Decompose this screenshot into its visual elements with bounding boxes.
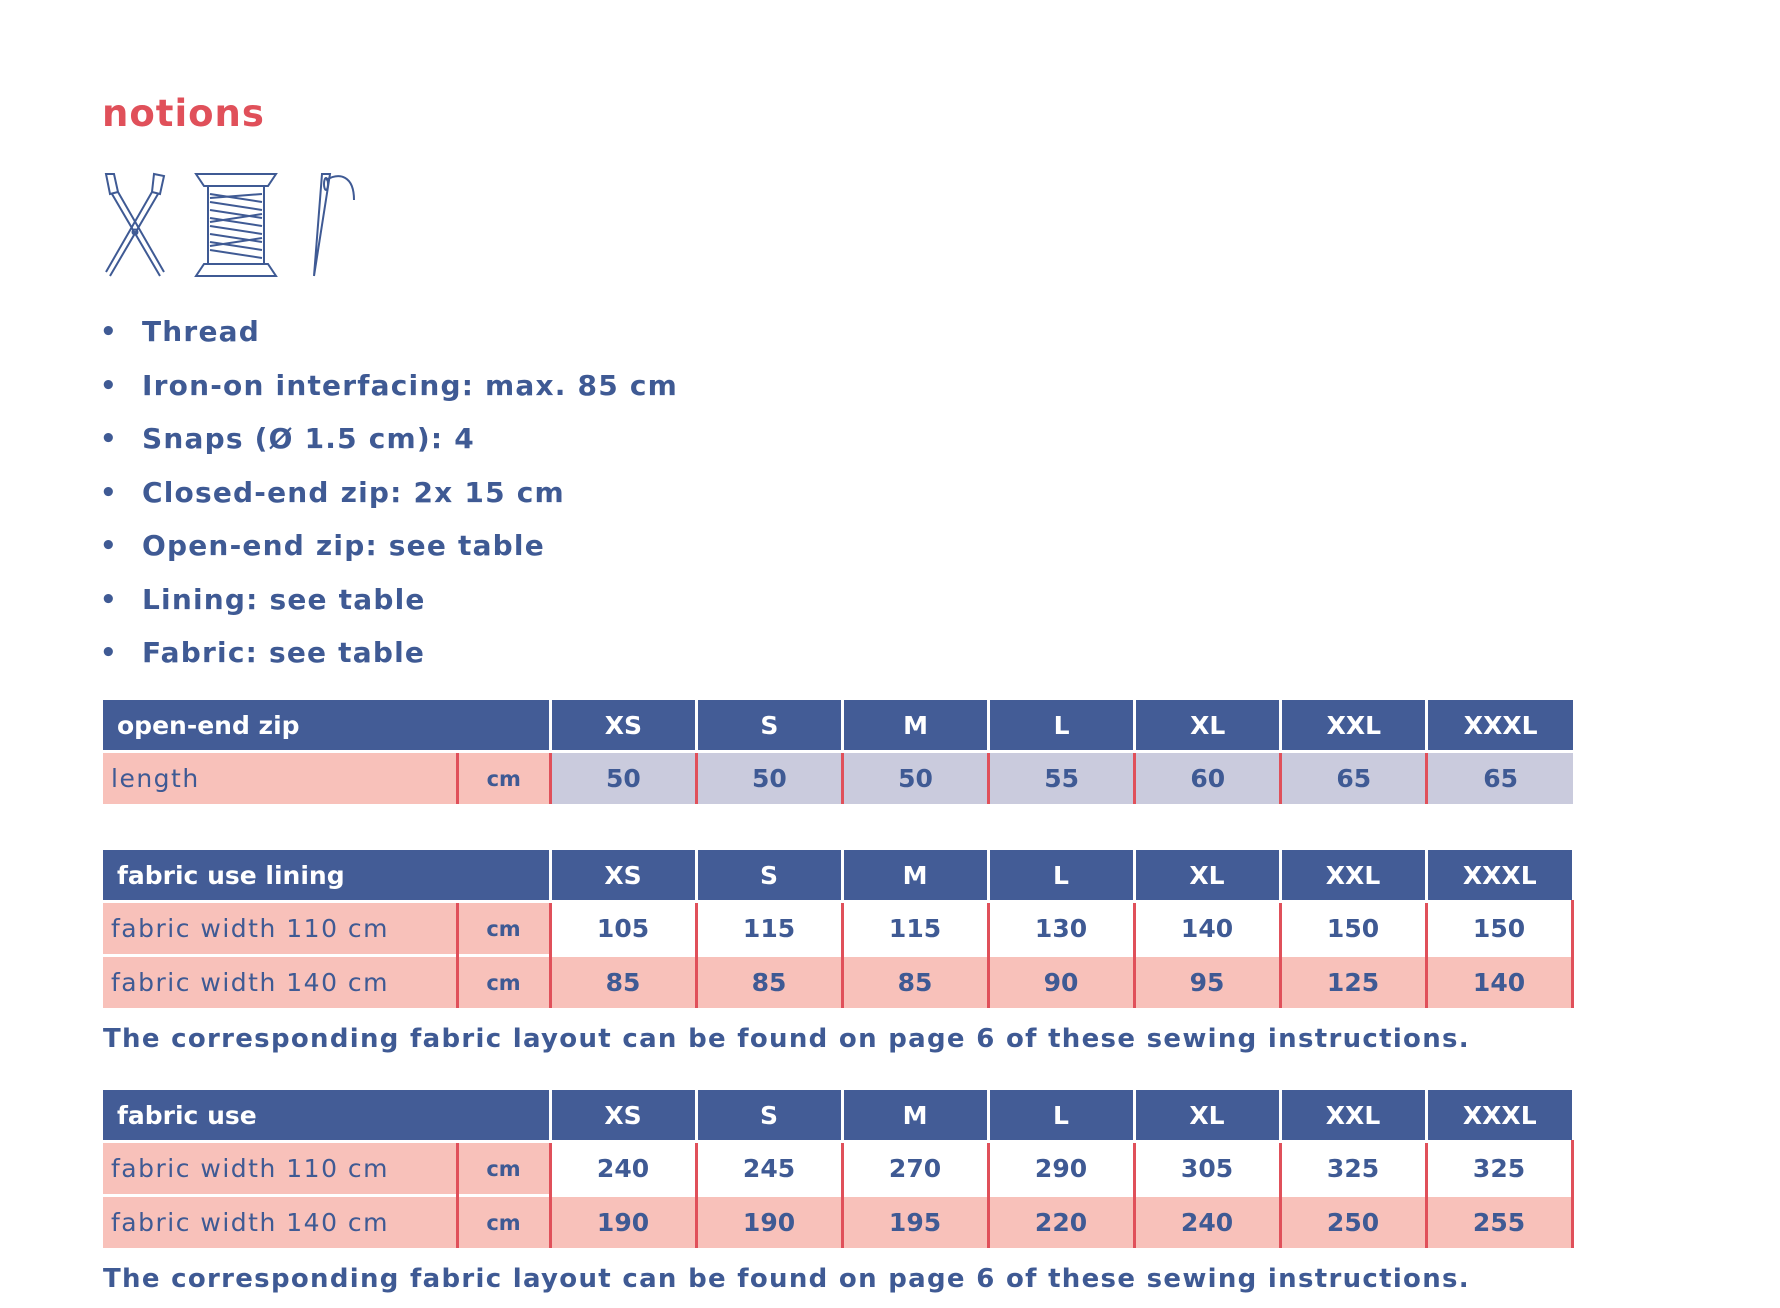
fabric-use-lining-table: [103, 850, 1574, 1008]
table-row: [103, 1196, 1572, 1249]
thread-spool-icon: [194, 172, 278, 278]
size-header: S: [696, 850, 842, 902]
row-unit: cm: [457, 956, 550, 1009]
size-header: L: [989, 700, 1135, 752]
table-cell: 290: [988, 1142, 1134, 1196]
table-cell: 220: [988, 1196, 1134, 1249]
size-header: XS: [550, 1090, 696, 1142]
table-cell: 60: [1135, 752, 1281, 805]
table-cell: 125: [1280, 956, 1426, 1009]
table-cell: 150: [1426, 902, 1572, 956]
notions-list: [100, 310, 678, 685]
table-cell: 240: [550, 1142, 696, 1196]
table-cell: 150: [1280, 902, 1426, 956]
table-title: fabric use: [103, 1090, 550, 1142]
table-cell: 115: [842, 902, 988, 956]
list-item: • Fabric: see table: [100, 631, 678, 685]
row-label: fabric width 140 cm: [103, 956, 457, 1009]
row-label: fabric width 110 cm: [103, 1142, 457, 1196]
table-cell: 105: [550, 902, 696, 956]
size-header: L: [988, 1090, 1134, 1142]
table-cell: 305: [1134, 1142, 1280, 1196]
size-header: XL: [1134, 850, 1280, 902]
row-label: fabric width 140 cm: [103, 1196, 457, 1249]
list-item: • Iron-on interfacing: max. 85 cm: [100, 364, 678, 418]
table-cell: 85: [842, 956, 988, 1009]
page-title: notions: [102, 92, 265, 135]
table-cell: 85: [696, 956, 842, 1009]
table-title: fabric use lining: [103, 850, 550, 902]
table-title: open-end zip: [103, 700, 550, 752]
table-cell: 50: [842, 752, 988, 805]
size-header: XXL: [1281, 700, 1427, 752]
table-cell: 325: [1280, 1142, 1426, 1196]
size-header: XL: [1134, 1090, 1280, 1142]
size-header: M: [842, 1090, 988, 1142]
table-cell: 85: [550, 956, 696, 1009]
table-cell: 115: [696, 902, 842, 956]
table-cell: 255: [1426, 1196, 1572, 1249]
list-item: • Closed-end zip: 2x 15 cm: [100, 471, 678, 525]
table-cell: 55: [989, 752, 1135, 805]
open-end-zip-table: [103, 700, 1573, 804]
table-cell: 140: [1426, 956, 1572, 1009]
size-header: XXXL: [1426, 850, 1572, 902]
table-row: [103, 1142, 1572, 1196]
table-cell: 50: [696, 752, 842, 805]
row-label: length: [103, 752, 457, 805]
scissors-icon: [100, 172, 170, 278]
size-header: XL: [1135, 700, 1281, 752]
table-cell: 140: [1134, 902, 1280, 956]
size-header: S: [696, 1090, 842, 1142]
row-unit: cm: [457, 1142, 550, 1196]
table-cell: 325: [1426, 1142, 1572, 1196]
table-cell: 240: [1134, 1196, 1280, 1249]
fabric-layout-note: The corresponding fabric layout can be found on page 6 of these sewing instructions.: [103, 1024, 1470, 1054]
row-label: fabric width 110 cm: [103, 902, 457, 956]
table-cell: 195: [842, 1196, 988, 1249]
row-unit: cm: [457, 1196, 550, 1249]
size-header: M: [842, 700, 988, 752]
table-header-row: [103, 1090, 1572, 1142]
table-cell: 190: [696, 1196, 842, 1249]
table-row: [103, 902, 1572, 956]
table-cell: 250: [1280, 1196, 1426, 1249]
row-unit: cm: [457, 752, 550, 805]
table-cell: 245: [696, 1142, 842, 1196]
fabric-layout-note: The corresponding fabric layout can be found on page 6 of these sewing instructions.: [103, 1264, 1470, 1294]
needle-icon: [300, 172, 360, 278]
fabric-use-table: [103, 1090, 1574, 1248]
size-header: S: [696, 700, 842, 752]
table-cell: 130: [988, 902, 1134, 956]
table-header-row: [103, 850, 1572, 902]
table-cell: 50: [550, 752, 696, 805]
list-item: • Lining: see table: [100, 578, 678, 632]
table-cell: 190: [550, 1196, 696, 1249]
size-header: XXL: [1280, 1090, 1426, 1142]
table-cell: 95: [1134, 956, 1280, 1009]
table-cell: 90: [988, 956, 1134, 1009]
table-row: [103, 956, 1572, 1009]
size-header: XS: [550, 700, 696, 752]
table-cell: 270: [842, 1142, 988, 1196]
size-header: XXL: [1280, 850, 1426, 902]
table-row: [103, 752, 1573, 805]
list-item: • Thread: [100, 310, 678, 364]
size-header: L: [988, 850, 1134, 902]
size-header: M: [842, 850, 988, 902]
size-header: XS: [550, 850, 696, 902]
table-cell: 65: [1427, 752, 1573, 805]
list-item: • Open-end zip: see table: [100, 524, 678, 578]
table-header-row: [103, 700, 1573, 752]
list-item: • Snaps (Ø 1.5 cm): 4: [100, 417, 678, 471]
row-unit: cm: [457, 902, 550, 956]
size-header: XXXL: [1426, 1090, 1572, 1142]
size-header: XXXL: [1427, 700, 1573, 752]
table-cell: 65: [1281, 752, 1427, 805]
